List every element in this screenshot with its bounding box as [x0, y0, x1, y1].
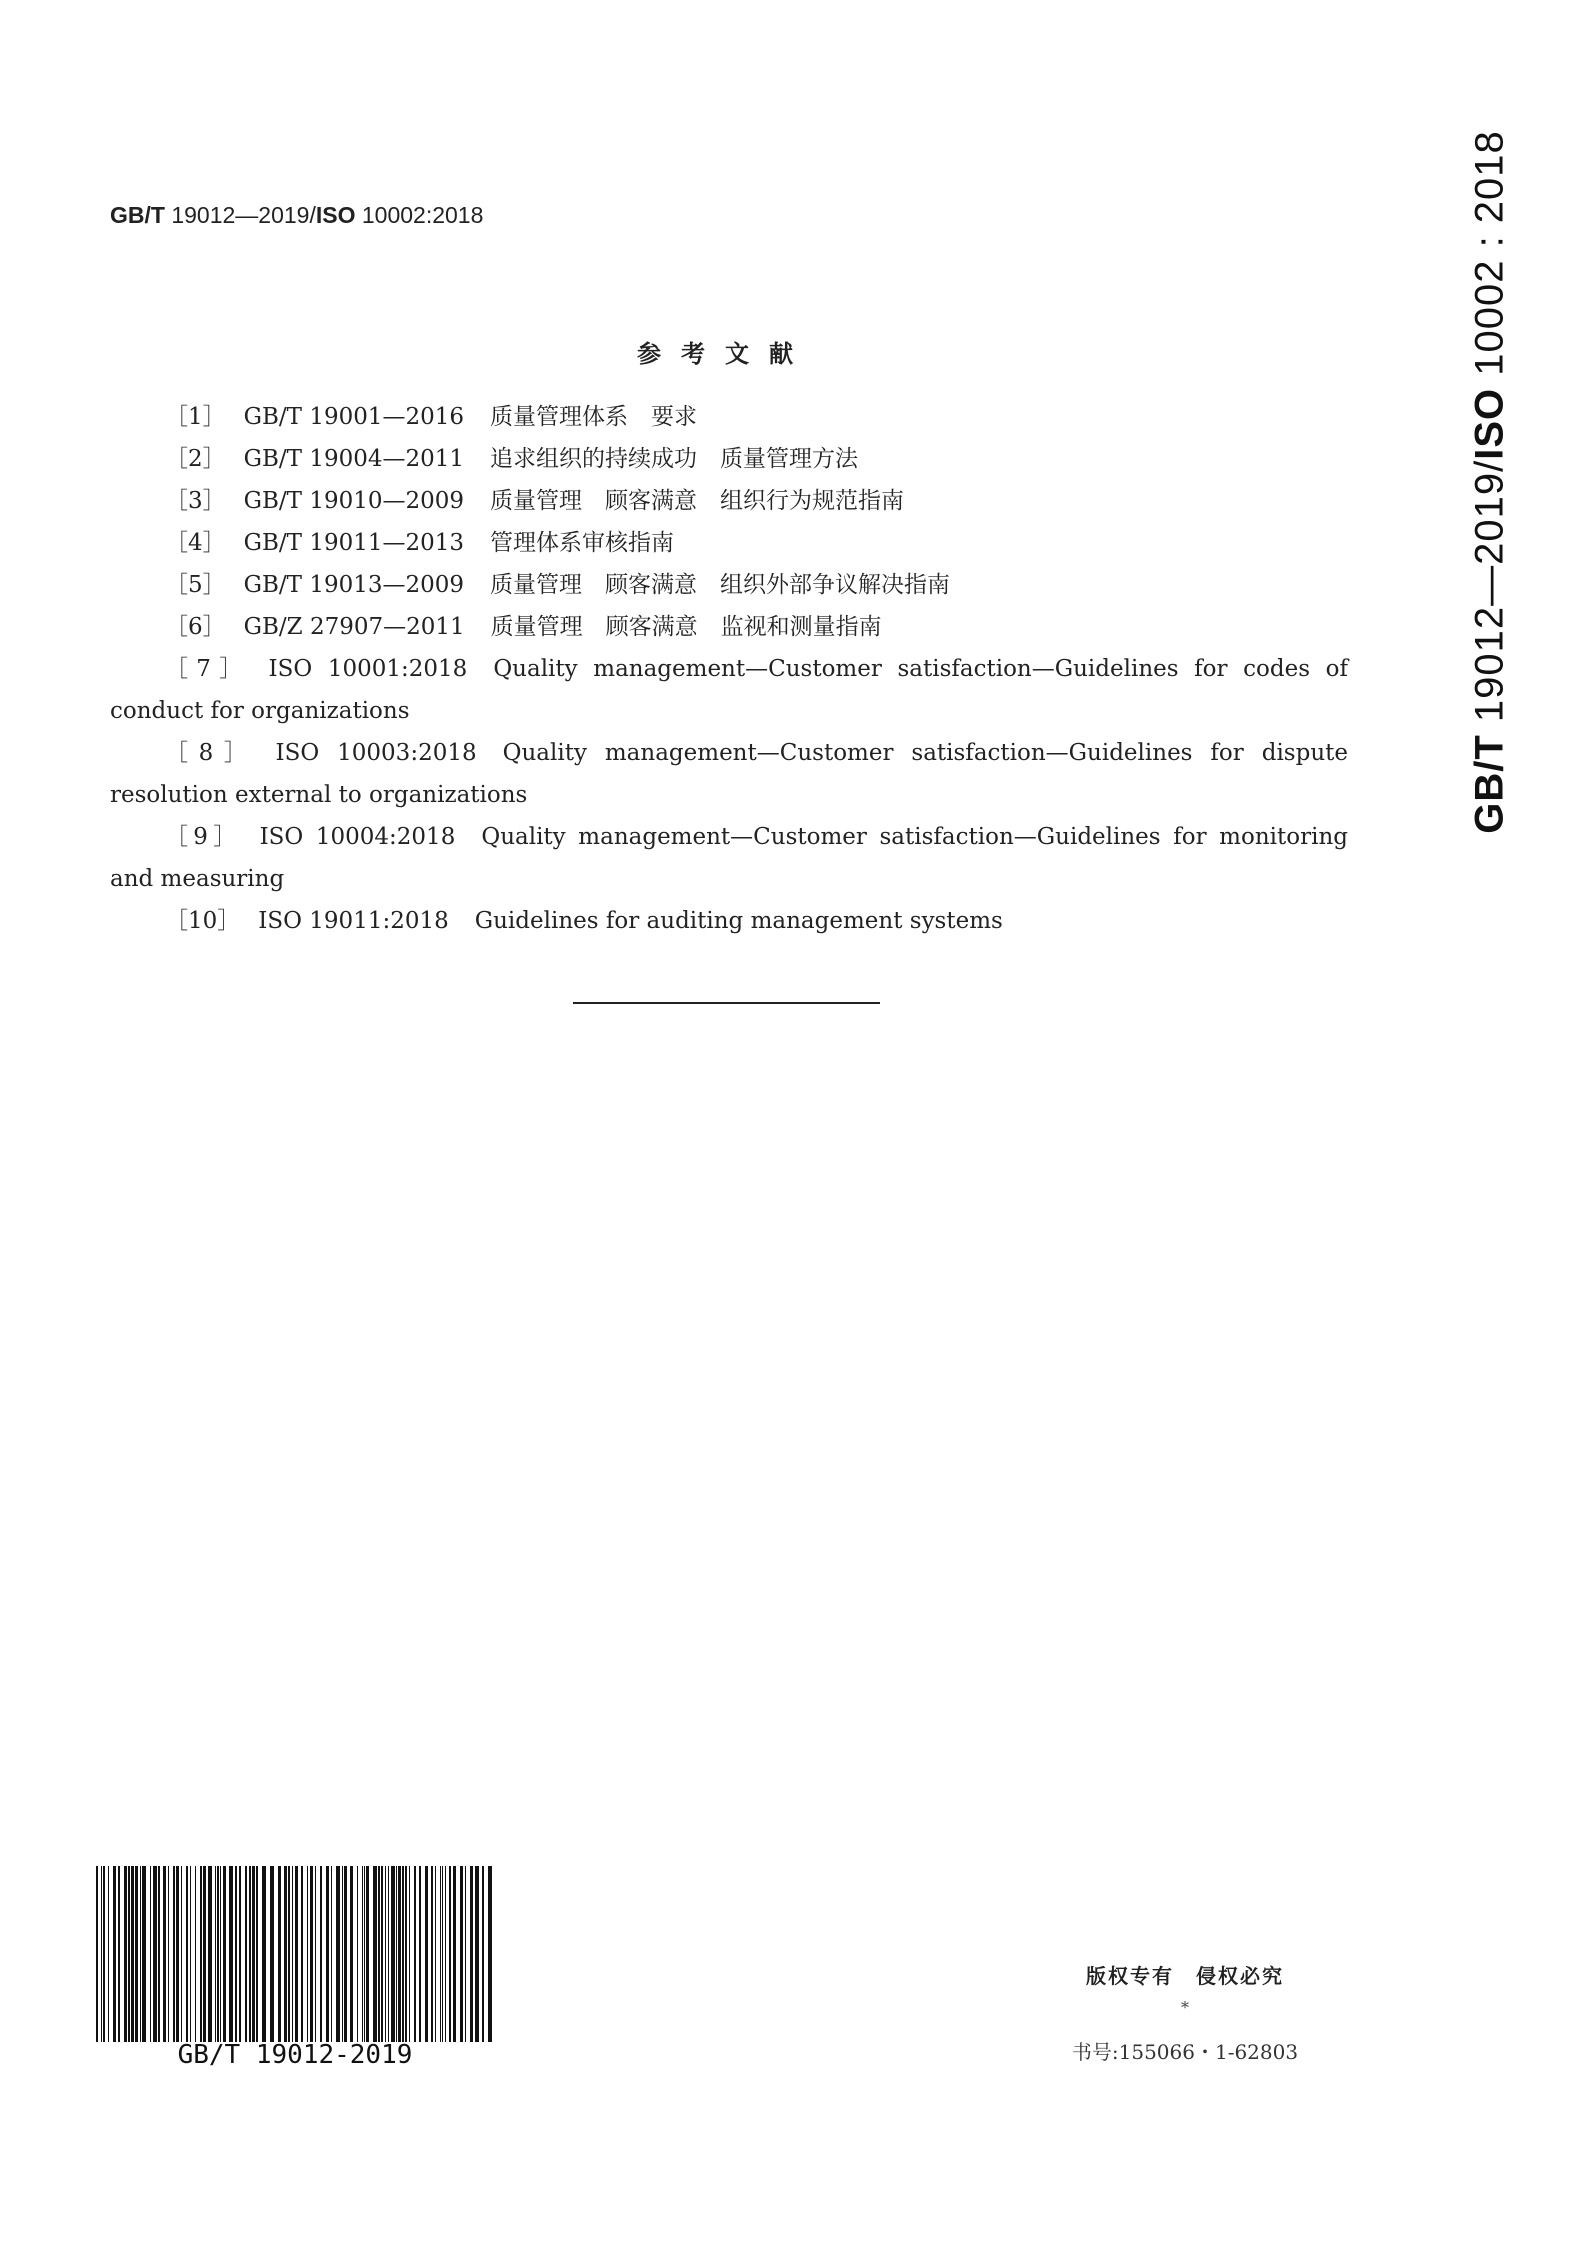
barcode-bar: [135, 1866, 138, 2042]
reference-code: ISO 19011:2018: [258, 908, 449, 934]
barcode-bar: [217, 1866, 219, 2042]
barcode-bar: [270, 1866, 274, 2042]
reference-item: [110, 816, 1348, 900]
header-iso-number: 10002:2018: [355, 202, 484, 228]
barcode-bar: [203, 1866, 206, 2042]
barcode-bar: [208, 1866, 212, 2042]
barcode: [94, 1866, 496, 2042]
barcode-bar: [419, 1866, 421, 2042]
barcode-bar: [320, 1866, 322, 2042]
barcode-bar: [460, 1866, 463, 2042]
barcode-bar: [158, 1866, 160, 2042]
reference-item: [110, 522, 1348, 564]
reference-code: GB/T 19010—2009: [243, 488, 465, 514]
reference-code: GB/T 19004—2011: [243, 446, 465, 472]
barcode-bar: [435, 1866, 436, 2042]
barcode-bar: [398, 1866, 401, 2042]
reference-number: ［8］: [165, 740, 258, 766]
barcode-bar: [445, 1866, 446, 2042]
barcode-bar: [200, 1866, 202, 2042]
barcode-bar: [470, 1866, 473, 2042]
reference-item: [110, 732, 1348, 816]
barcode-bar: [310, 1866, 313, 2042]
barcode-label: GB/T 19012-2019: [177, 2040, 413, 2070]
reference-item: [110, 438, 1348, 480]
barcode-bar: [350, 1866, 353, 2042]
running-header: [110, 202, 483, 229]
reference-title: 追求组织的持续成功 质量管理方法: [490, 446, 859, 472]
barcode-bar: [108, 1866, 109, 2042]
barcode-bar: [190, 1866, 191, 2042]
reference-number: ［7］: [165, 656, 251, 682]
barcode-bar: [153, 1866, 157, 2042]
barcode-bar: [385, 1866, 386, 2042]
reference-item: [110, 648, 1348, 732]
barcode-bar: [301, 1866, 303, 2042]
side-iso-number: 10002 : 2018: [1467, 130, 1512, 388]
star-mark: *: [1181, 1998, 1189, 2017]
barcode-bar: [168, 1866, 169, 2042]
barcode-bar: [181, 1866, 182, 2042]
barcode-bar: [315, 1866, 316, 2042]
barcode-bar: [414, 1866, 416, 2042]
barcode-bar: [131, 1866, 134, 2042]
barcode-bar: [229, 1866, 233, 2042]
reference-item: [110, 606, 1348, 648]
barcode-bar: [249, 1866, 251, 2042]
reference-title: 质量管理体系 要求: [490, 404, 698, 430]
reference-number: ［3］: [165, 488, 226, 514]
reference-number: ［4］: [165, 530, 226, 556]
reference-title: Quality management—Customer satisfaction—Guidelines for dispute resolution external to organizations: [110, 740, 1348, 808]
reference-code: ISO 10003:2018: [275, 740, 477, 766]
header-prefix: GB/T: [110, 202, 165, 228]
copyright-notice: 版权专有 侵权必究: [1086, 1964, 1284, 1988]
barcode-bar: [124, 1866, 127, 2042]
reference-item: [110, 396, 1348, 438]
barcode-bar: [357, 1866, 358, 2042]
barcode-bar: [288, 1866, 290, 2042]
side-iso: ISO: [1467, 387, 1512, 460]
barcode-bar: [223, 1866, 226, 2042]
barcode-bar: [364, 1866, 365, 2042]
barcode-bar: [342, 1866, 343, 2042]
barcode-bar: [103, 1866, 105, 2042]
barcode-bar: [118, 1866, 120, 2042]
barcode-bar: [142, 1866, 146, 2042]
barcode-bar: [256, 1866, 258, 2042]
barcode-bar: [482, 1866, 484, 2042]
reference-code: ISO 10004:2018: [259, 824, 456, 850]
side-prefix: GB/T: [1467, 734, 1512, 834]
reference-code: GB/T 19001—2016: [243, 404, 465, 430]
page-title: 参考文献: [637, 339, 813, 368]
barcode-bar: [173, 1866, 175, 2042]
reference-title: 质量管理 顾客满意 组织外部争议解决指南: [490, 572, 951, 598]
barcode-bar: [344, 1866, 347, 2042]
barcode-bar: [239, 1866, 241, 2042]
barcode-bar: [295, 1866, 298, 2042]
barcode-bar: [373, 1866, 377, 2042]
side-standard-code: [1468, 130, 1513, 834]
reference-title: 质量管理 顾客满意 组织行为规范指南: [490, 488, 905, 514]
book-number: 书号:155066・1-62803: [1071, 2040, 1299, 2064]
reference-number: ［9］: [165, 824, 242, 850]
barcode-bar: [402, 1866, 404, 2042]
barcode-bar: [262, 1866, 266, 2042]
barcode-bar: [362, 1866, 363, 2042]
reference-title: Guidelines for auditing management systems: [474, 908, 1003, 934]
barcode-bar: [331, 1866, 332, 2042]
barcode-bar: [215, 1866, 216, 2042]
reference-code: GB/Z 27907—2011: [243, 614, 465, 640]
reference-title: Quality management—Customer satisfaction—Guidelines for monitoring and measuring: [110, 824, 1348, 892]
barcode-bar: [140, 1866, 141, 2042]
barcode-bar: [396, 1866, 397, 2042]
reference-number: ［2］: [165, 446, 226, 472]
reference-list: [110, 396, 1348, 942]
reference-item: [110, 564, 1348, 606]
reference-item: [110, 900, 1348, 942]
barcode-bar: [381, 1866, 383, 2042]
barcode-bar: [475, 1866, 479, 2042]
barcode-bar: [113, 1866, 116, 2042]
reference-item: [110, 480, 1348, 522]
reference-code: GB/T 19013—2009: [243, 572, 465, 598]
barcode-bar: [284, 1866, 287, 2042]
header-number: 19012—2019/: [164, 202, 316, 228]
barcode-bar: [128, 1866, 130, 2042]
barcode-bar: [366, 1866, 369, 2042]
barcode-bar: [292, 1866, 293, 2042]
barcode-bar: [278, 1866, 281, 2042]
barcode-bar: [220, 1866, 221, 2042]
reference-number: ［1］: [165, 404, 226, 430]
reference-code: ISO 10001:2018: [268, 656, 468, 682]
barcode-bar: [336, 1866, 340, 2042]
barcode-bar: [391, 1866, 395, 2042]
barcode-bar: [388, 1866, 389, 2042]
barcode-bar: [449, 1866, 451, 2042]
side-number: 19012—2019/: [1467, 459, 1512, 735]
barcode-bar: [252, 1866, 255, 2042]
barcode-bar: [409, 1866, 410, 2042]
barcode-bar: [195, 1866, 196, 2042]
reference-number: ［5］: [165, 572, 226, 598]
reference-title: Quality management—Customer satisfaction—Guidelines for codes of conduct for organizations: [110, 656, 1348, 724]
reference-title: 质量管理 顾客满意 监视和测量指南: [490, 614, 882, 640]
barcode-bar: [431, 1866, 433, 2042]
reference-number: ［6］: [165, 614, 226, 640]
barcode-bar: [307, 1866, 308, 2042]
barcode-bar: [326, 1866, 329, 2042]
barcode-bar: [378, 1866, 380, 2042]
barcode-bar: [176, 1866, 179, 2042]
barcode-bar: [235, 1866, 237, 2042]
header-iso: ISO: [315, 202, 356, 228]
barcode-bar: [101, 1866, 102, 2042]
barcode-bar: [405, 1866, 407, 2042]
barcode-bar: [96, 1866, 98, 2042]
barcode-bar: [150, 1866, 151, 2042]
barcode-bar: [488, 1866, 492, 2042]
reference-number: ［10］: [165, 908, 241, 934]
reference-title: 管理体系审核指南: [490, 530, 675, 556]
barcode-bar: [453, 1866, 456, 2042]
barcode-bar: [425, 1866, 428, 2042]
barcode-bar: [245, 1866, 247, 2042]
barcode-bar: [465, 1866, 466, 2042]
barcode-bar: [186, 1866, 188, 2042]
barcode-bar: [442, 1866, 443, 2042]
end-rule: [573, 1002, 880, 1004]
barcode-bar: [163, 1866, 166, 2042]
reference-code: GB/T 19011—2013: [243, 530, 465, 556]
barcode-bar: [440, 1866, 441, 2042]
